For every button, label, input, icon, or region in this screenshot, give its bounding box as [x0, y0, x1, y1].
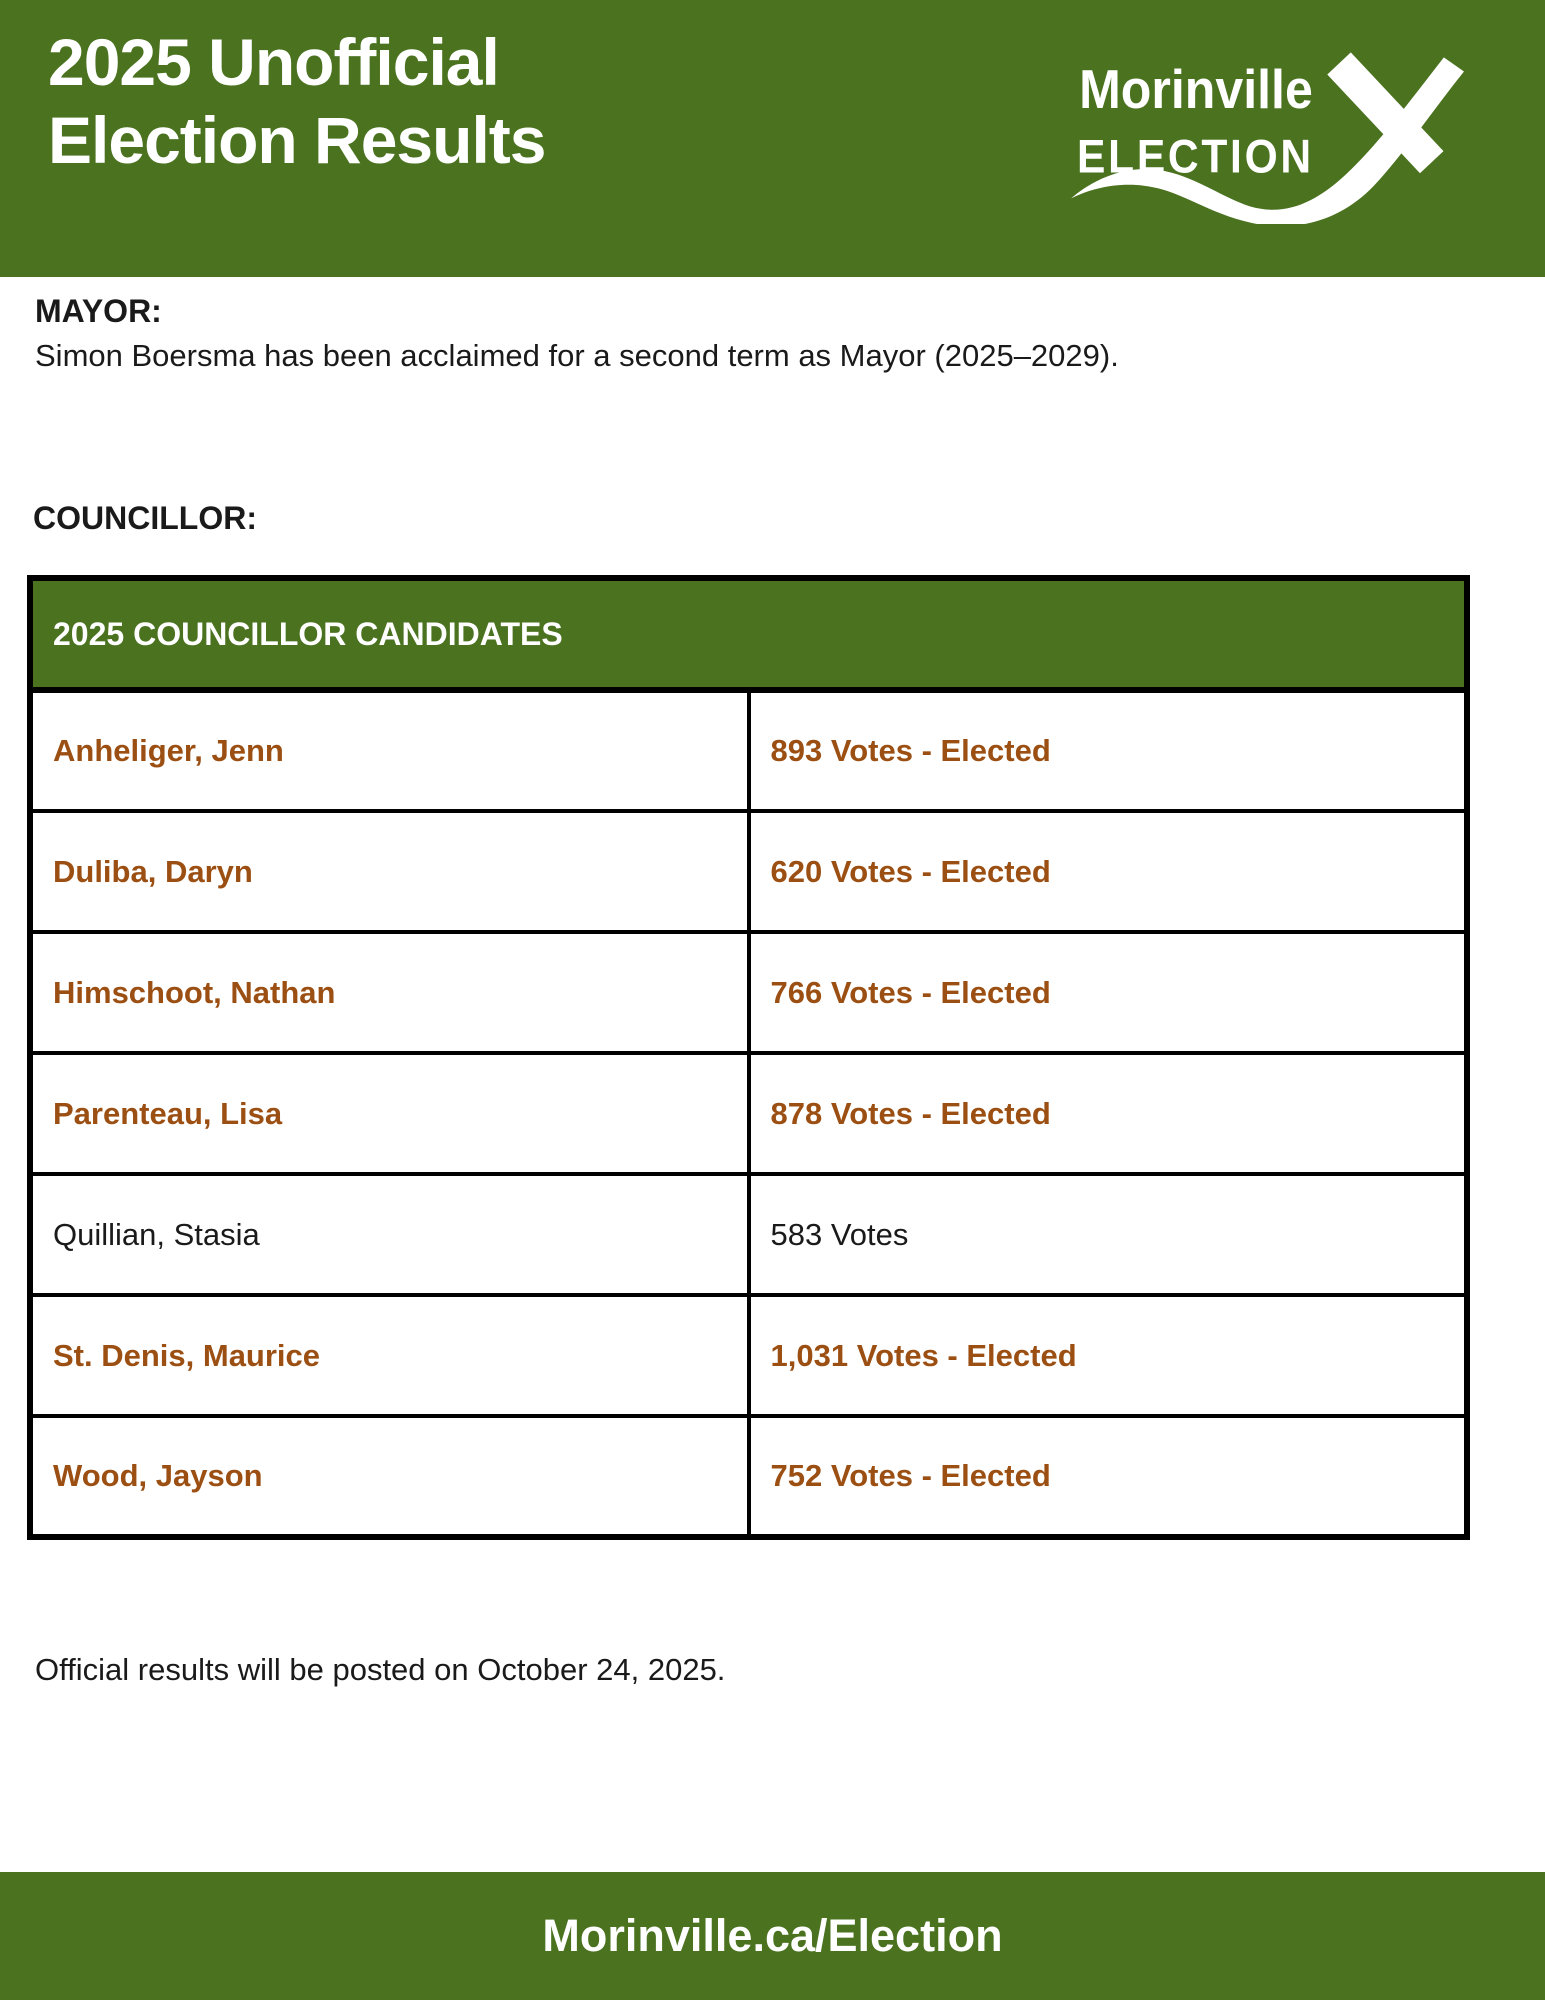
table-header-row [30, 578, 1467, 690]
candidate-result: 752 Votes - Elected [749, 1416, 1468, 1537]
candidate-name: Duliba, Daryn [30, 811, 749, 932]
official-results-note: Official results will be posted on October 24, 2025. [35, 1652, 726, 1687]
councillor-results-table [27, 575, 1470, 1540]
candidate-result: 1,031 Votes - Elected [749, 1295, 1468, 1416]
logo-morinville-text: Morinville [1079, 58, 1313, 120]
candidate-result: 583 Votes [749, 1174, 1468, 1295]
candidate-name: St. Denis, Maurice [30, 1295, 749, 1416]
table-row [30, 1174, 1467, 1295]
candidate-name: Parenteau, Lisa [30, 1053, 749, 1174]
footer-banner [0, 1872, 1545, 2000]
page-title [48, 24, 545, 180]
header-banner [0, 0, 1545, 277]
councillor-heading: COUNCILLOR: [33, 500, 257, 536]
logo-election-text: ELECTION [1077, 130, 1314, 184]
candidate-name: Anheliger, Jenn [30, 690, 749, 811]
content [0, 293, 1545, 1688]
mayor-section [35, 293, 1497, 374]
title-line-2: Election Results [48, 102, 546, 177]
table-row [30, 690, 1467, 811]
table-head [30, 578, 1467, 690]
candidate-result: 878 Votes - Elected [749, 1053, 1468, 1174]
footer-url-text: Morinville.ca/Election [542, 1910, 1003, 1961]
candidate-result: 766 Votes - Elected [749, 932, 1468, 1053]
table-header-label: 2025 COUNCILLOR CANDIDATES [30, 578, 1467, 690]
mayor-heading: MAYOR: [35, 293, 162, 329]
table-row [30, 1416, 1467, 1537]
table-row [30, 811, 1467, 932]
table-row [30, 932, 1467, 1053]
table-row [30, 1295, 1467, 1416]
candidate-name: Quillian, Stasia [30, 1174, 749, 1295]
table-body [30, 690, 1467, 1537]
candidate-result: 893 Votes - Elected [749, 690, 1468, 811]
table-row [30, 1053, 1467, 1174]
morinville-election-logo [1069, 52, 1467, 224]
mayor-text: Simon Boersma has been acclaimed for a second term as Mayor (2025–2029). [35, 338, 1119, 373]
title-line-1: 2025 Unofficial [48, 25, 499, 99]
candidate-result: 620 Votes - Elected [749, 811, 1468, 932]
candidate-name: Himschoot, Nathan [30, 932, 749, 1053]
candidate-name: Wood, Jayson [30, 1416, 749, 1537]
